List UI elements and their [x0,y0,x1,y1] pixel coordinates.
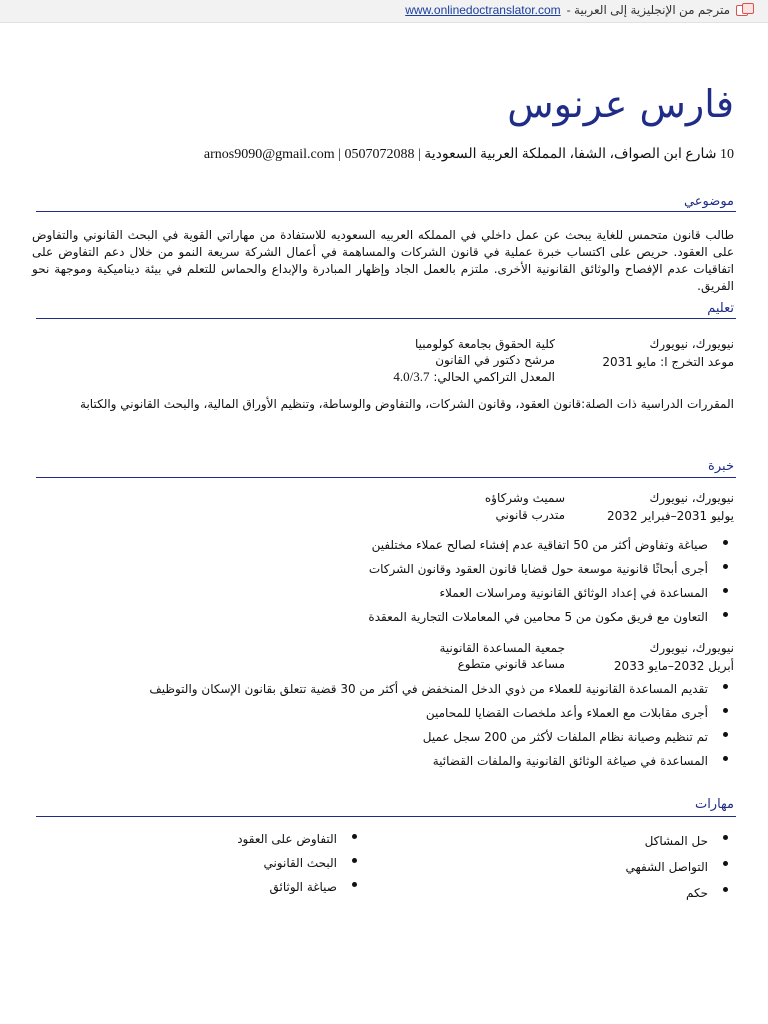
list-item: أجرى أبحاثًا قانونية موسعة حول قضايا قانون العقود وقانون الشركات [368,557,735,581]
skill-item: التواصل الشفهي [625,854,735,880]
gpa-line [393,369,555,385]
skill-item: حل المشاكل [625,828,735,854]
school-name: كلية الحقوق بجامعة كولومبيا [415,337,555,351]
skill-item: صياغة الوثائق [237,875,364,899]
gpa-label: المعدل التراكمي الحالي: [433,370,555,384]
job-dates: أبريل 2032–مايو 2033 [613,659,734,673]
address-phone: 10 شارع ابن الصواف، الشفا، المملكة العربية السعودية | 0507072088 | [338,147,734,162]
job-role: مساعد قانوني متطوع [457,657,565,671]
section-divider [36,816,736,817]
relevant-courses: المقررات الدراسية ذات الصلة:قانون العقود، وقانون الشركات، والتفاوض والوساطة، وتنظيم الأوراق المالية، والبحث القانوني والكتابة [80,397,734,411]
section-divider [36,211,736,212]
skills-column-1 [625,828,735,906]
banner-label: مترجم من الإنجليزية إلى العربية - [566,3,730,17]
skill-item: البحث القانوني [237,851,364,875]
list-item: أجرى مقابلات مع العملاء وأعد ملخصات القضايا للمحامين [149,701,735,725]
objective-text: طالب قانون متحمس للغاية يبحث عن عمل داخلي في المملكه العربيه السعوديه للاستفادة من مهاراتي القوية في البحث القانوني والتفاوض على العقود. حريص على اكتساب خبرة عملية في قانون الشركات والمساهمة في أعمال الشركة سريعة النمو من خلال دعم التفاوض على اتفاقيات عدم الإفصاح والوثائق القانونية الأخرى. ملتزم بالعمل الجاد وإظهار المبادرة والإبداع والحماس للتعلم في بيئة ديناميكية وموجهة نحو الفريق. [32,228,734,293]
skills-column-2 [237,827,364,899]
list-item: التعاون مع فريق مكون من 5 محامين في المعاملات التجارية المعقدة [368,605,735,629]
email-address[interactable]: arnos9090@gmail.com [203,147,335,162]
job-organization: سميث وشركاؤه [484,491,565,505]
list-item: تم تنظيم وصيانة نظام الملفات لأكثر من 200 سجل عميل [149,725,735,749]
list-item: صياغة وتفاوض أكثر من 50 اتفاقية عدم إفشاء لصالح عملاء مختلفين [368,533,735,557]
education-location: نيويورك، نيويورك [649,337,734,351]
section-title-skills: مهارات [694,797,734,812]
translator-link[interactable]: www.onlinedoctranslator.com [405,3,561,17]
job-location: نيويورك، نيويورك [649,491,734,505]
job-bullets [149,677,735,773]
contact-line [204,146,734,163]
job-location: نيويورك، نيويورك [649,641,734,655]
degree: مرشح دكتور في القانون [435,353,555,367]
list-item: المساعدة في صياغة الوثائق القانونية والملفات القضائية [149,749,735,773]
candidate-name: فارس عرنوس [507,82,734,126]
gpa-value: 4.0/3.7 [393,369,430,384]
skill-item: التفاوض على العقود [237,827,364,851]
section-divider [36,318,736,319]
job-dates: يوليو 2031–فبراير 2032 [606,509,734,523]
skill-item: حكم [625,880,735,906]
job-bullets [368,533,735,629]
section-title-education: تعليم [707,301,734,316]
section-divider [36,477,736,478]
list-item: تقديم المساعدة القانونية للعملاء من ذوي الدخل المنخفض في أكثر من 30 قضية تتعلق بقانون الإسكان والتوظيف [149,677,735,701]
job-organization: جمعية المساعدة القانونية [439,641,565,655]
section-title-experience: خبرة [708,459,734,474]
job-role: متدرب قانوني [495,508,565,522]
list-item: المساعدة في إعداد الوثائق القانونية ومراسلات العملاء [368,581,735,605]
section-title-objective: موضوعي [683,194,734,209]
education-graduation: موعد التخرج ا: مايو 2031 [602,355,734,369]
